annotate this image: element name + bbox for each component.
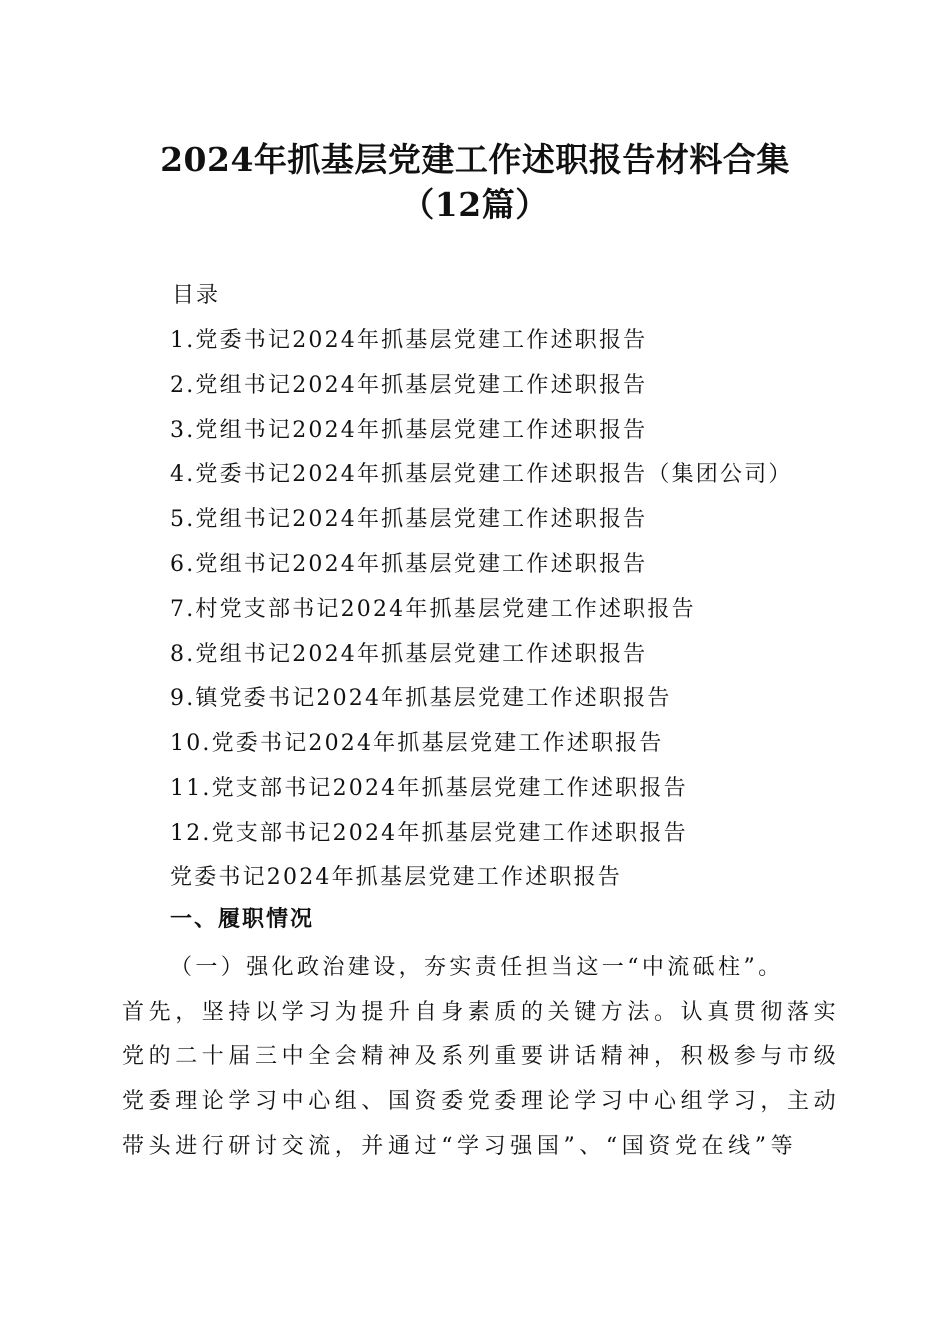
toc-item[interactable]: 7.村党支部书记2024年抓基层党建工作述职报告 (170, 596, 696, 622)
paragraph-line: 党委理论学习中心组、国资委党委理论学习中心组学习，主动 (122, 1089, 841, 1114)
paragraph-line: 党的二十届三中全会精神及系列重要讲话精神，积极参与市级 (122, 1044, 841, 1069)
toc-item[interactable]: 1.党委书记2024年抓基层党建工作述职报告 (170, 328, 648, 353)
toc-item[interactable]: 9.镇党委书记2024年抓基层党建工作述职报告 (170, 686, 672, 712)
paragraph-line: 带头进行研讨交流，并通过“学习强国”、“国资党在线”等 (122, 1134, 798, 1159)
toc-item[interactable]: 2.党组书记2024年抓基层党建工作述职报告 (170, 372, 648, 398)
table-of-contents (170, 326, 793, 864)
toc-item[interactable]: 8.党组书记2024年抓基层党建工作述职报告 (170, 641, 648, 667)
toc-item[interactable]: 10.党委书记2024年抓基层党建工作述职报告 (170, 731, 664, 757)
paragraph-line: （一）强化政治建设，夯实责任担当这一“中流砥柱”。 (170, 955, 784, 980)
document-title-count: （12篇） (401, 185, 549, 224)
document-title: 2024年抓基层党建工作述职报告材料合集 (160, 140, 790, 179)
paragraph-line: 首先，坚持以学习为提升自身素质的关键方法。认真贯彻落实 (122, 1000, 841, 1025)
toc-item[interactable]: 12.党支部书记2024年抓基层党建工作述职报告 (170, 820, 688, 846)
toc-item[interactable]: 3.党组书记2024年抓基层党建工作述职报告 (170, 417, 648, 443)
toc-item[interactable]: 11.党支部书记2024年抓基层党建工作述职报告 (170, 775, 688, 801)
article-title: 党委书记2024年抓基层党建工作述职报告 (170, 865, 622, 890)
toc-heading: 目录 (172, 283, 221, 308)
section-heading: 一、履职情况 (170, 907, 315, 932)
toc-item[interactable]: 5.党组书记2024年抓基层党建工作述职报告 (170, 507, 648, 533)
toc-item[interactable]: 4.党委书记2024年抓基层党建工作述职报告（集团公司） (170, 462, 793, 488)
toc-item[interactable]: 6.党组书记2024年抓基层党建工作述职报告 (170, 551, 648, 577)
